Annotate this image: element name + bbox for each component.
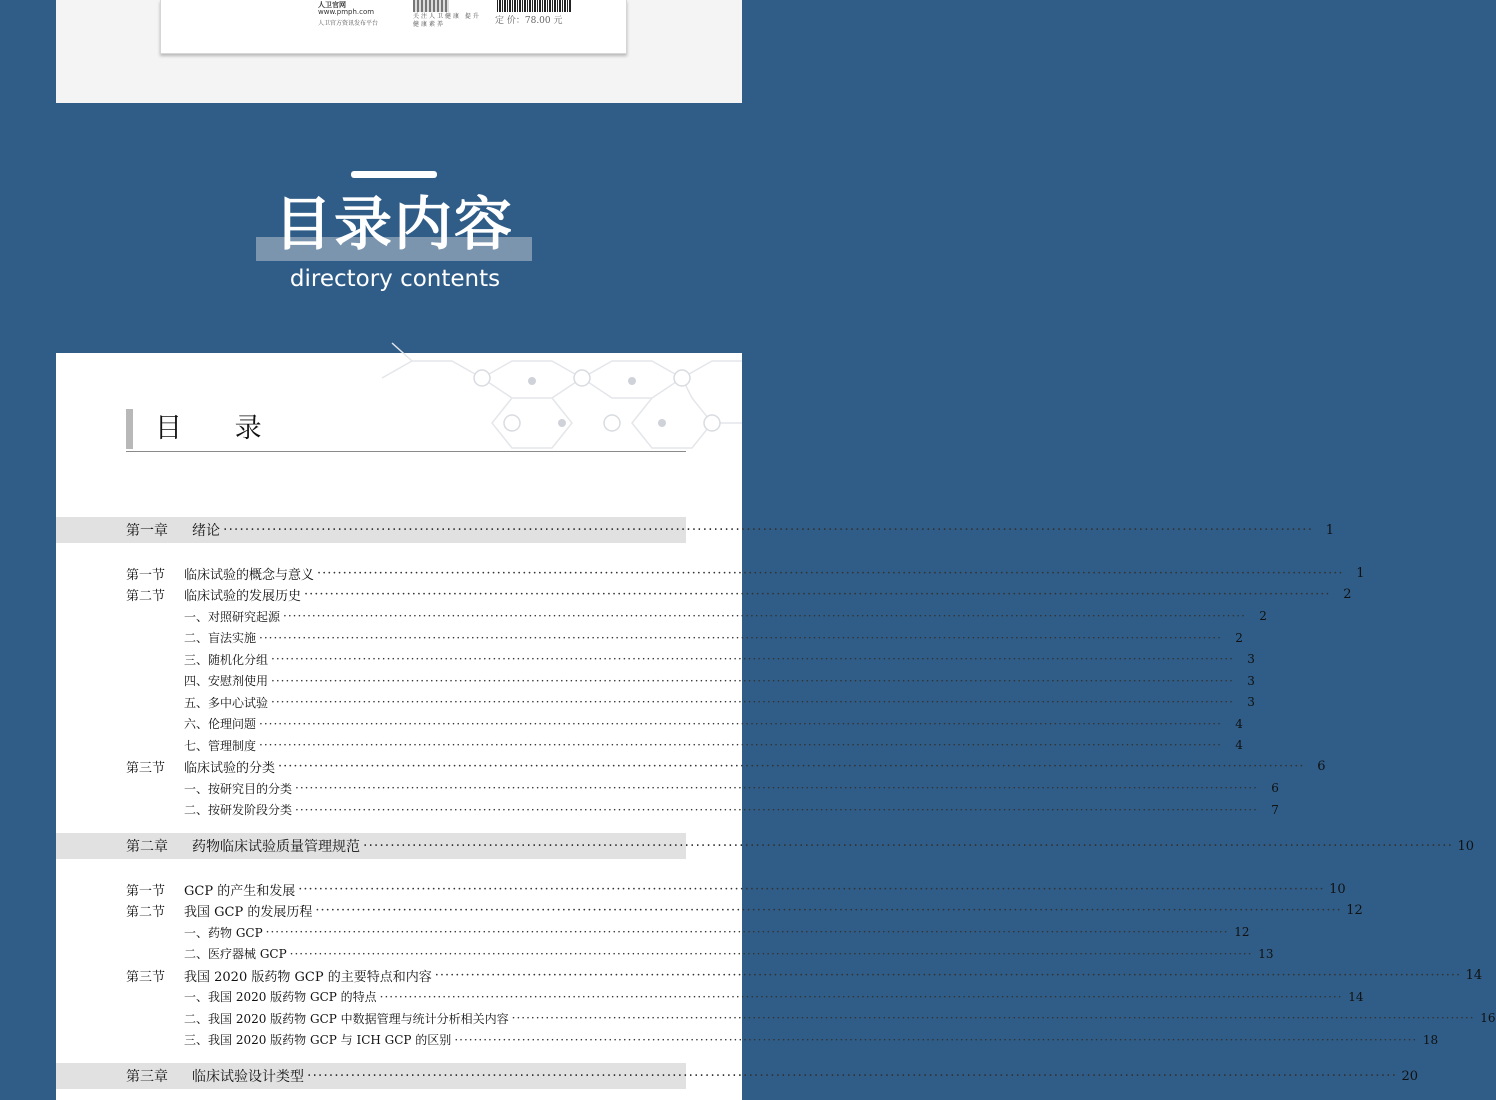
book-price: 定 价：78.00 元 [495,16,563,26]
toc-item-title: 二、医疗器械 GCP [184,947,287,961]
toc-section-title: 我国 GCP 的发展历程 [184,905,313,920]
toc-section-page: 1 [1356,565,1365,581]
leader-dots: ········································································································································································································ [317,565,1344,581]
toc-chapter[interactable] [126,833,1475,859]
toc-section-page: 14 [1465,967,1483,983]
toc-item-page: 2 [1259,609,1267,623]
toc-item-page: 14 [1348,989,1364,1004]
toc-section-page: 6 [1317,759,1326,774]
toc-chapter[interactable] [126,517,1335,543]
toc-item[interactable] [184,714,1243,734]
toc-item-page: 3 [1247,695,1255,709]
book-preview-panel [56,0,742,103]
hexagon-pattern-icon [382,353,742,463]
toc-chapter-page: 1 [1325,522,1335,538]
decorative-bar [351,171,437,178]
toc-section-page: 2 [1343,587,1352,602]
toc-item-title: 二、盲法实施 [184,631,257,645]
toc-item-page: 4 [1235,716,1243,731]
toc-section-number: 第二节 [126,905,166,920]
leader-dots: ········································································································································································································ [454,1032,1418,1047]
toc-item-page: 6 [1271,781,1279,795]
barcode-icon [497,0,571,12]
leader-dots: ········································································································································································································ [307,1068,1398,1084]
toc-chapter-number: 第一章 [126,523,168,539]
toc-item-title: 三、我国 2020 版药物 GCP 与 ICH GCP 的区别 [184,1033,452,1047]
toc-section-title: 临床试验的概念与意义 [184,567,315,583]
toc-item[interactable] [184,671,1255,691]
toc-section-title: 临床试验的发展历史 [184,589,302,604]
leader-dots: ········································································································································································································ [315,903,1342,918]
publisher-url: www.pmph.com [318,8,375,16]
publisher-logo: 人卫官网 [318,1,346,9]
toc-chapter-title: 绪论 [192,523,220,539]
publisher-description: 人卫官方资讯发布平台 [318,20,379,27]
toc-item[interactable] [184,735,1243,755]
leader-dots: ········································································································································································································ [295,802,1258,817]
toc-item[interactable] [184,987,1364,1007]
toc-section-number: 第三节 [126,761,166,776]
toc-section-number: 第一节 [126,567,166,583]
toc-item-title: 七、管理制度 [184,738,257,753]
toc-item-title: 五、多中心试验 [184,695,269,710]
section-title-en: directory contents [289,266,501,292]
toc-item-title: 一、药物 GCP [184,925,263,940]
leader-dots: ········································································································································································································ [289,946,1253,961]
toc-item[interactable] [184,606,1267,626]
toc-section-number: 第三节 [126,969,166,985]
leader-dots: ········································································································································································································ [271,673,1234,688]
toc-item-title: 二、我国 2020 版药物 GCP 中数据管理与统计分析相关内容 [184,1011,509,1026]
toc-section-title: 我国 2020 版药物 GCP 的主要特点和内容 [184,969,432,985]
toc-section[interactable] [126,965,1483,985]
toc-item[interactable] [184,628,1243,648]
leader-dots: ········································································································································································································ [278,759,1305,774]
toc-section-number: 第一节 [126,883,166,899]
leader-dots: ········································································································································································································ [511,1011,1475,1025]
toc-chapter-page: 20 [1401,1068,1419,1084]
toc-section-page: 12 [1346,903,1363,918]
book-back-cover [160,0,627,54]
leader-dots: ········································································································································································································ [271,695,1234,709]
toc-item-page: 3 [1247,673,1255,688]
toc-item-title: 一、对照研究起源 [184,609,281,624]
toc-item[interactable] [184,692,1255,712]
qr-code-icon [413,0,449,12]
leader-dots: ········································································································································································································ [363,838,1454,854]
toc-item-page: 18 [1422,1032,1439,1047]
leader-dots: ········································································································································································································ [223,522,1314,538]
toc-section[interactable] [126,879,1346,899]
toc-chapter-page: 10 [1457,838,1475,854]
toc-chapter-number: 第二章 [126,839,168,855]
toc-chapter-number: 第三章 [126,1069,168,1085]
heading-rule [126,451,686,452]
leader-dots: ········································································································································································································ [434,967,1462,983]
toc-section[interactable] [126,757,1326,777]
leader-dots: ········································································································································································································ [271,652,1234,666]
section-title-cn: 目录内容 [273,190,514,258]
leader-dots: ········································································································································································································ [259,738,1222,752]
toc-chapter-title: 临床试验设计类型 [192,1069,304,1085]
toc-item[interactable] [184,944,1274,964]
leader-dots: ········································································································································································································ [295,781,1258,795]
toc-item-page: 4 [1235,738,1243,752]
leader-dots: ········································································································································································································ [259,716,1222,731]
toc-section-title: GCP 的产生和发展 [184,883,296,899]
toc-item[interactable] [184,1030,1439,1050]
toc-item-title: 二、按研发阶段分类 [184,803,293,817]
toc-item-title: 一、按研究目的分类 [184,781,293,796]
toc-item-page: 2 [1235,630,1243,645]
leader-dots: ········································································································································································································ [259,630,1222,645]
toc-section-number: 第二节 [126,589,166,604]
toc-section[interactable] [126,901,1363,921]
toc-item-page: 12 [1234,925,1250,939]
leader-dots: ········································································································································································································ [379,989,1343,1004]
toc-chapter-title: 药物临床试验质量管理规范 [192,839,360,855]
toc-item[interactable] [184,1008,1496,1028]
toc-item[interactable] [184,800,1279,820]
toc-item-title: 四、安慰剂使用 [184,674,269,688]
leader-dots: ········································································································································································································ [298,881,1325,897]
toc-item[interactable] [184,778,1279,798]
toc-heading: 目 录 [126,409,284,449]
toc-item-page: 7 [1271,802,1279,817]
toc-item-page: 16 [1480,1011,1496,1025]
toc-section[interactable] [126,563,1365,583]
toc-item[interactable] [184,922,1250,942]
toc-section-page: 10 [1329,881,1346,897]
toc-chapter[interactable] [126,1063,1419,1089]
toc-item-title: 六、伦理问题 [184,717,257,731]
toc-item[interactable] [184,649,1255,669]
toc-section[interactable] [126,585,1352,605]
toc-item-page: 13 [1258,946,1274,961]
leader-dots: ········································································································································································································ [304,587,1331,602]
qr-caption: 关注人卫健康 提升健康素养 [413,13,481,28]
toc-section-title: 临床试验的分类 [184,761,276,776]
leader-dots: ········································································································································································································ [265,925,1229,939]
leader-dots: ········································································································································································································ [283,609,1246,623]
toc-item-title: 三、随机化分组 [184,652,269,667]
toc-item-title: 一、我国 2020 版药物 GCP 的特点 [184,990,377,1004]
toc-page [56,353,1496,1100]
toc-item-page: 3 [1247,652,1255,666]
